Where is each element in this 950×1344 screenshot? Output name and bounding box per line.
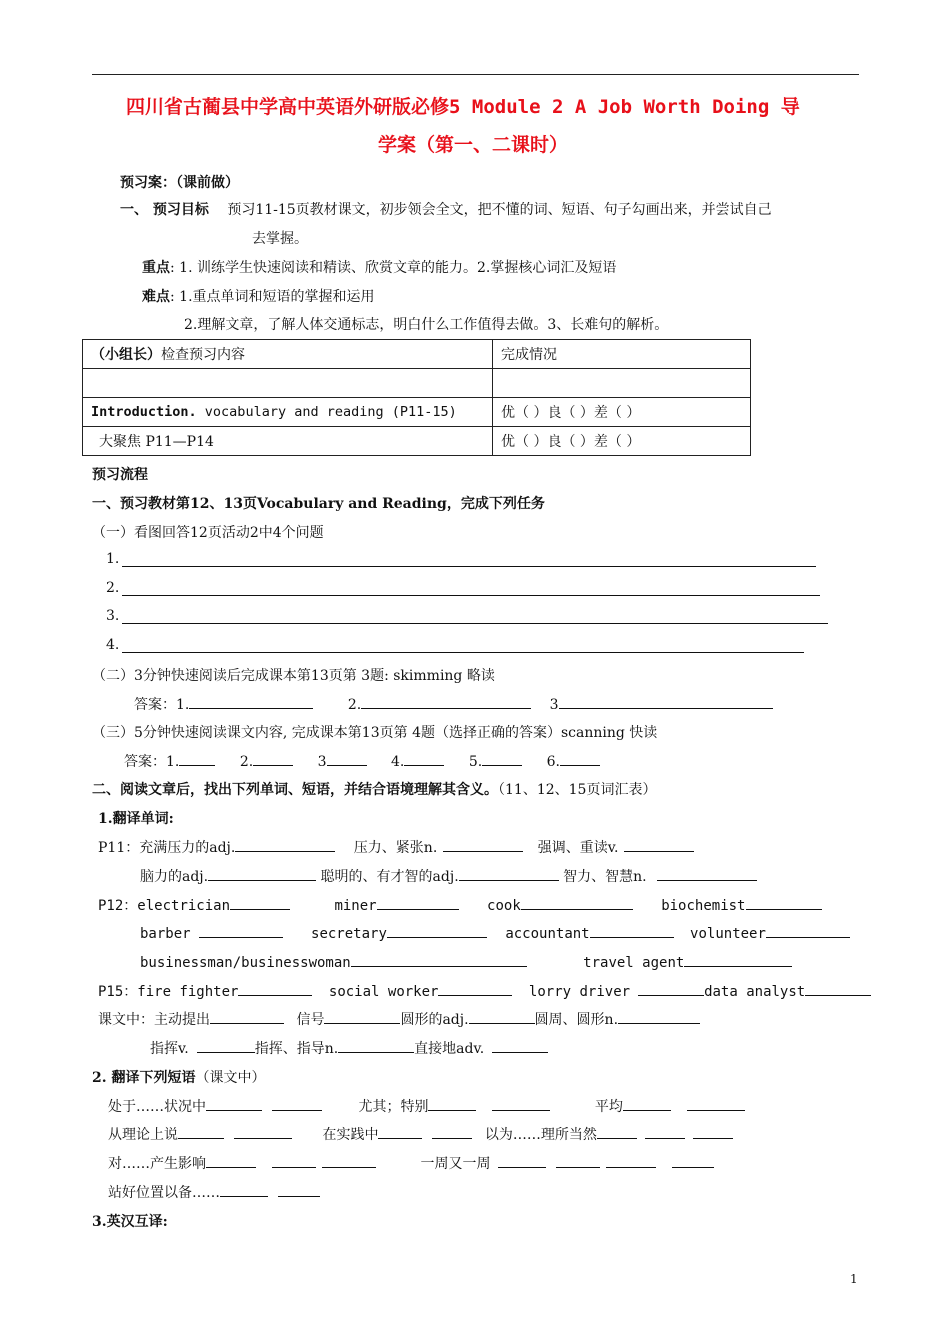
vocab-item: businessman/businesswoman — [140, 955, 351, 971]
blank[interactable] — [432, 1124, 472, 1139]
blank[interactable] — [672, 1153, 714, 1168]
vocab-item: 信号 — [296, 1012, 325, 1028]
blank[interactable] — [597, 1124, 637, 1139]
sub3-ans-label: 3 — [317, 754, 327, 770]
table-header-rest: 检查预习内容 — [161, 347, 245, 363]
blank[interactable] — [657, 866, 757, 881]
blank[interactable] — [378, 1124, 422, 1139]
phrases-row1 — [108, 1096, 745, 1116]
vocab-item: 聪明的、有才智的adj. — [320, 869, 459, 885]
q2-num: 2. — [106, 580, 120, 596]
blank[interactable] — [693, 1124, 733, 1139]
phrase-item: 对……产生影响 — [108, 1156, 206, 1172]
p12-row2 — [140, 923, 850, 942]
page-number: 1 — [850, 1272, 858, 1286]
diff-text1: : 1.重点单词和短语的掌握和运用 — [170, 289, 375, 305]
table-cell — [493, 340, 751, 369]
preview-header: 预习案：（课前做） — [120, 175, 239, 191]
phrase-item: 从理论上说 — [108, 1127, 178, 1143]
vocab-item: 圆周、圆形n. — [534, 1012, 619, 1028]
sub2-ans2-label: 2. — [347, 697, 362, 713]
text-label: 课文中： — [98, 1012, 154, 1028]
table-cell — [493, 427, 751, 456]
q1-num: 1. — [106, 551, 120, 567]
blank[interactable] — [556, 1153, 600, 1168]
blank[interactable] — [327, 751, 367, 766]
vocab-item: 脑力的adj. — [140, 869, 209, 885]
table-cell — [493, 398, 751, 427]
top-rule — [92, 74, 859, 75]
sub1: （一）看图回答12页活动2中4个问题 — [92, 525, 324, 541]
phrases-header: 2. 翻译下列短语 — [92, 1070, 196, 1086]
row3-label: 大聚焦 P11—P14 — [99, 434, 214, 450]
blank[interactable] — [521, 895, 633, 910]
q4-num: 4. — [106, 637, 120, 653]
blank[interactable] — [324, 1009, 400, 1024]
p12-row1 — [98, 895, 822, 915]
blank[interactable] — [560, 751, 600, 766]
vocab-item: 指挥v. — [150, 1041, 189, 1057]
answer-line-4[interactable] — [122, 652, 804, 653]
phrase-item: 以为……理所当然 — [484, 1127, 597, 1143]
vocab-item: 智力、智慧n. — [563, 869, 647, 885]
p12-row3 — [140, 952, 792, 971]
section2-title-tail: （11、12、15页词汇表） — [498, 782, 657, 798]
table-row — [83, 340, 751, 369]
sub3-ans-label: 5. — [468, 754, 483, 770]
blank[interactable] — [377, 895, 459, 910]
text-row1 — [98, 1009, 700, 1029]
table-cell — [83, 398, 493, 427]
vocab-item: accountant — [505, 926, 590, 942]
answer-line-3[interactable] — [122, 623, 828, 624]
text-row2 — [150, 1038, 548, 1058]
p11-row1 — [98, 837, 694, 857]
vocab-item: fire fighter — [137, 984, 239, 1000]
blank[interactable] — [338, 1038, 414, 1053]
row2-bold: Introduction. — [91, 404, 197, 420]
sub3-ans-label: 答案：1. — [124, 754, 180, 770]
diff-text2: 2.理解文章，了解人体交通标志，明白什么工作值得去做。3、长难句的解析。 — [184, 317, 669, 333]
section2-title: 二、阅读文章后，找出下列单词、短语，并结合语境理解其含义。 — [92, 782, 498, 798]
phrases-header-line — [92, 1067, 266, 1087]
blank[interactable] — [606, 1153, 656, 1168]
vocab-item: miner — [334, 898, 377, 914]
blank[interactable] — [253, 751, 293, 766]
blank[interactable] — [189, 694, 313, 709]
sub3: （三）5分钟快速阅读课文内容, 完成课本第13页第 4题（选择正确的答案）scanning 快读 — [92, 725, 658, 741]
table-header-bold: （小组长） — [91, 347, 161, 363]
table-row — [83, 369, 751, 398]
words-header: 1.翻译单词: — [98, 811, 174, 827]
blank[interactable] — [590, 923, 674, 938]
phrase-item: 平均 — [594, 1099, 623, 1115]
goal-text1: 预习11-15页教材课文，初步领会全文，把不懂的词、短语、句子勾画出来，并尝试自己 — [227, 202, 772, 218]
blank[interactable] — [322, 1153, 376, 1168]
blank[interactable] — [199, 923, 283, 938]
blank[interactable] — [208, 866, 316, 881]
sub3-ans-label: 2. — [239, 754, 254, 770]
section2-title-line — [92, 779, 656, 799]
doc-title-line1: 四川省古蔺县中学高中英语外研版必修5 Module 2 A Job Worth Doing 导 — [126, 96, 800, 118]
blank[interactable] — [404, 751, 444, 766]
check-table — [82, 339, 751, 456]
row2-rest: vocabulary and reading (P11-15) — [196, 404, 457, 420]
vocab-item: 主动提出 — [154, 1012, 210, 1028]
blank[interactable] — [234, 1124, 292, 1139]
blank[interactable] — [210, 1009, 284, 1024]
vocab-item: secretary — [311, 926, 387, 942]
p11-row2 — [140, 866, 757, 886]
blank[interactable] — [438, 981, 512, 996]
diff-line — [142, 286, 375, 306]
table-row — [83, 427, 751, 456]
p15-label: P15： — [98, 984, 138, 1000]
blank[interactable] — [206, 1096, 262, 1111]
blank[interactable] — [235, 837, 335, 852]
blank[interactable] — [443, 837, 523, 852]
blank[interactable] — [498, 1153, 546, 1168]
blank[interactable] — [746, 895, 822, 910]
vocab-item: data analyst — [704, 984, 806, 1000]
blank[interactable] — [766, 923, 850, 938]
blank[interactable] — [361, 694, 531, 709]
phrases-row4 — [108, 1182, 320, 1202]
blank[interactable] — [238, 981, 312, 996]
key-line — [142, 257, 616, 277]
blank[interactable] — [624, 837, 694, 852]
blank[interactable] — [272, 1096, 322, 1111]
phrase-item: 处于……状况中 — [108, 1099, 206, 1115]
task1-title: 一、预习教材第12、13页Vocabulary and Reading，完成下列任务 — [92, 496, 545, 512]
vocab-item: biochemist — [661, 898, 746, 914]
answer-line-2[interactable] — [122, 595, 820, 596]
key-label: 重点 — [142, 260, 170, 276]
vocab-item: 直接地adv. — [414, 1041, 485, 1057]
blank[interactable] — [469, 1009, 535, 1024]
table-cell — [83, 369, 493, 398]
answer-line-1[interactable] — [122, 566, 816, 567]
phrase-item: 尤其；特别 — [358, 1099, 429, 1115]
vocab-item: 强调、重读v. — [537, 840, 619, 856]
blank[interactable] — [278, 1182, 320, 1197]
blank[interactable] — [638, 981, 704, 996]
blank[interactable] — [428, 1096, 476, 1111]
blank[interactable] — [206, 1153, 256, 1168]
sub2: （二）3分钟快速阅读后完成课本第13页第 3题: skimming 略读 — [92, 668, 495, 684]
phrases-row3 — [108, 1153, 714, 1173]
process-header: 预习流程 — [92, 467, 148, 483]
p11-label: P11： — [98, 840, 140, 856]
vocab-item: volunteer — [690, 926, 766, 942]
row2-status: 优（ ）良（ ）差（ ） — [501, 405, 641, 421]
row3-status: 优（ ）良（ ）差（ ） — [501, 434, 641, 450]
table-cell — [83, 427, 493, 456]
phrase-item: 一周又一周 — [420, 1156, 491, 1172]
p15-row — [98, 981, 871, 1001]
phrases-row2 — [108, 1124, 733, 1144]
table-row — [83, 398, 751, 427]
goal-label: 一、 预习目标 — [120, 202, 209, 218]
sub3-answers — [124, 751, 600, 771]
sub3-ans-label: 6. — [546, 754, 560, 770]
vocab-item: lorry driver — [528, 984, 631, 1000]
vocab-item: 压力、紧张n. — [353, 840, 438, 856]
p12-label: P12： — [98, 898, 138, 914]
blank[interactable] — [623, 1096, 671, 1111]
blank[interactable] — [684, 952, 792, 967]
sub2-answers — [134, 694, 773, 714]
blank[interactable] — [645, 1124, 685, 1139]
goal-text2: 去掌握。 — [252, 231, 308, 247]
blank[interactable] — [272, 1153, 316, 1168]
blank[interactable] — [178, 1124, 224, 1139]
vocab-item: travel agent — [583, 955, 685, 971]
table-cell — [493, 369, 751, 398]
blank[interactable] — [220, 1182, 268, 1197]
sub2-ans3-label: 3 — [549, 697, 559, 713]
sub3-ans-label: 4. — [391, 754, 405, 770]
blank[interactable] — [618, 1009, 700, 1024]
doc-title-line2: 学案（第一、二课时） — [378, 134, 569, 156]
vocab-item: social worker — [328, 984, 439, 1000]
sub2-ans1-label: 答案：1. — [134, 697, 190, 713]
blank[interactable] — [387, 923, 487, 938]
blank[interactable] — [197, 1038, 255, 1053]
vocab-item: 圆形的adj. — [400, 1012, 469, 1028]
table-cell — [83, 340, 493, 369]
q3-num: 3. — [106, 608, 120, 624]
diff-label: 难点 — [142, 289, 170, 305]
blank[interactable] — [179, 751, 215, 766]
key-text: : 1. 训练学生快速阅读和精读、欣赏文章的能力。2.掌握核心词汇及短语 — [170, 260, 617, 276]
vocab-item: barber — [140, 926, 191, 942]
blank[interactable] — [459, 866, 559, 881]
phrase-item: 在实践中 — [322, 1127, 379, 1143]
blank[interactable] — [805, 981, 871, 996]
blank[interactable] — [687, 1096, 745, 1111]
phrase-item: 站好位置以备…… — [108, 1185, 220, 1201]
blank[interactable] — [492, 1038, 548, 1053]
vocab-item: cook — [487, 898, 521, 914]
vocab-item: electrician — [137, 898, 231, 914]
trans-header: 3.英汉互译: — [92, 1214, 168, 1230]
phrases-header-rest: （课文中） — [195, 1070, 266, 1086]
vocab-item: 指挥、指导n. — [254, 1041, 339, 1057]
blank[interactable] — [492, 1096, 550, 1111]
blank[interactable] — [559, 694, 773, 709]
blank[interactable] — [482, 751, 522, 766]
blank[interactable] — [230, 895, 290, 910]
table-header-status: 完成情况 — [501, 347, 557, 363]
vocab-item: 充满压力的adj. — [139, 840, 236, 856]
goal-line — [120, 199, 772, 219]
blank[interactable] — [351, 952, 527, 967]
